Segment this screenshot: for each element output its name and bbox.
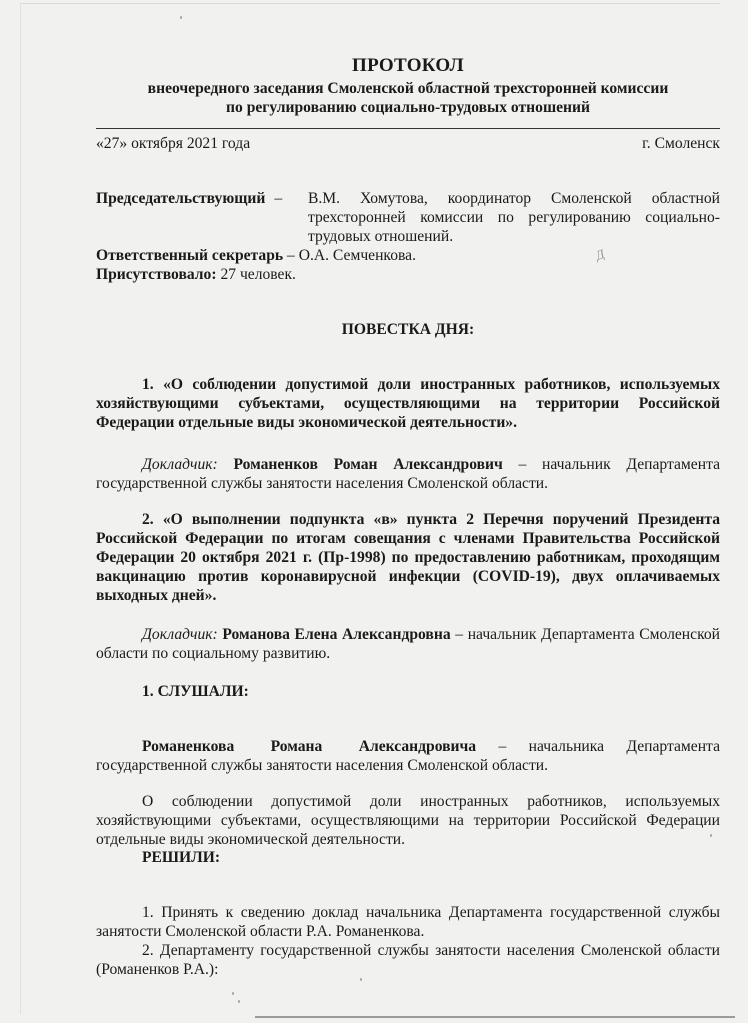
speaker-label: Докладчик: [142, 626, 218, 643]
subtitle-line: по регулированию социально-трудовых отношений [226, 99, 590, 116]
heard-speaker-name: Романенкова Романа Александровича [142, 738, 477, 755]
meeting-date: «27» октября 2021 года [96, 135, 251, 152]
heard-speaker-role: – начальника Департамента государственной службы занятости населения Смоленской области. [96, 738, 720, 774]
attendance-line [96, 265, 720, 284]
page-edge-left [20, 4, 21, 1014]
page-edge-top [20, 3, 720, 4]
chairperson-label-wrap [96, 189, 308, 246]
secretary-value: – О.А. Семченкова. [283, 247, 416, 264]
attendance-label: Присутствовало: [96, 266, 217, 283]
page-edge-bottom [255, 1016, 735, 1018]
handwritten-initials: Д [593, 246, 607, 263]
scan-speck [180, 16, 182, 19]
agenda-item-2: 2. «О выполнении подпункта «в» пункта 2 Перечня поручений Президента Российской Федерации по итогам совещания с членами Правительства Российской Федерации 20 октября 2021 г. (Пр-1998) по предоставлению работникам, проходящим вакцинацию против коронавирусной инфекции (COVID-19), двух оплачиваемых выходных дней». [96, 511, 720, 604]
secretary-line [96, 246, 720, 265]
speaker-name: Романова Елена Александровна [222, 626, 451, 643]
secretary-label: Ответственный секретарь [96, 247, 284, 264]
scan-speck [232, 992, 234, 995]
decision-heading: РЕШИЛИ: [142, 849, 221, 866]
header-divider [96, 128, 720, 129]
subtitle-line: внеочередного заседания Смоленской областной трехсторонней комиссии [147, 80, 669, 97]
speaker-label: Докладчик: [142, 456, 218, 473]
chairperson-value: В.М. Хомутова, координатор Смоленской областной трехсторонней комиссии по регулированию социально-трудовых отношений. [308, 190, 720, 245]
meeting-city: г. Смоленск [642, 135, 720, 152]
date-line [96, 134, 720, 153]
chairperson-label: Председательствующий [96, 190, 266, 207]
attendance-value: 27 человек. [216, 266, 296, 283]
document-subtitle [96, 79, 720, 117]
chairperson-block [96, 189, 720, 246]
agenda-item-2-speaker [96, 625, 720, 663]
agenda-heading: ПОВЕСТКА ДНЯ: [341, 321, 475, 338]
speaker-name: Романенков Роман Александрович [233, 456, 503, 473]
speaker-role: – начальник Департамента государственной службы занятости населения Смоленской области. [96, 456, 720, 492]
heard-summary: О соблюдении допустимой доли иностранных работников, используемых хозяйствующими субъектами, осуществляющими на территории Российской Федерации отдельные виды экономической деятельности. [96, 793, 720, 848]
speaker-role: – начальник Департамента Смоленской области по социальному развитию. [96, 626, 720, 662]
agenda-item-1-speaker [96, 455, 720, 493]
scan-speck [238, 1000, 240, 1003]
decision-item-1: 1. Принять к сведению доклад начальника Департамента государственной службы занятости Смоленской области Р.А. Романенкова. [96, 904, 720, 940]
heard-speaker [96, 737, 720, 775]
agenda-item-1: 1. «О соблюдении допустимой доли иностранных работников, используемых хозяйствующими субъектами, осуществляющими на территории Российской Федерации отдельные виды экономической деятельности». [96, 376, 720, 431]
chairperson-dash: – [274, 190, 283, 207]
decision-item-2: 2. Департаменту государственной службы занятости населения Смоленской области (Романенков Р.А.): [96, 942, 720, 978]
section-heard-heading: 1. СЛУШАЛИ: [142, 683, 249, 700]
document-title: ПРОТОКОЛ [352, 55, 464, 76]
